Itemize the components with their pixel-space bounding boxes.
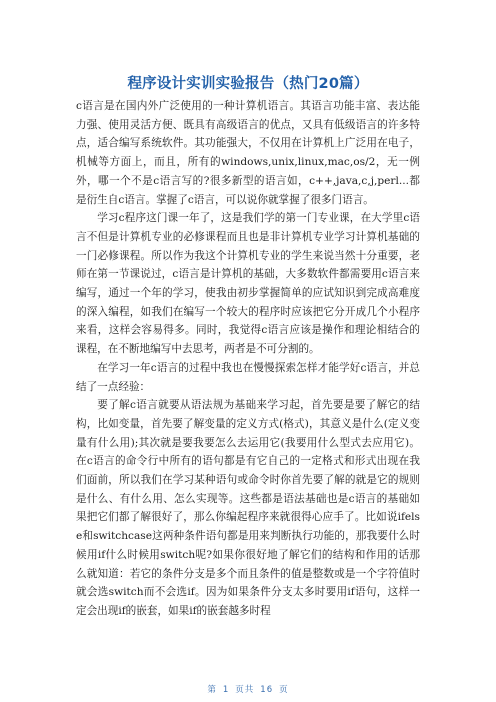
page-footer: [0, 683, 496, 695]
paragraph-experience: 在学习一年c语言的过程中我也在慢慢探索怎样才能学好c语言，并总结了一点经验：: [76, 361, 420, 393]
document-body: [76, 97, 420, 621]
footer-total-pages: 16: [260, 685, 274, 695]
footer-of-label: 页共: [235, 685, 255, 695]
footer-page-suffix: 页: [279, 685, 289, 695]
footer-page-number: 1: [222, 685, 230, 695]
paragraph-syntax: 要了解c语言就要从语法规为基础来学习起，首先要是要了解它的结构，比如变量，首先要了解变量的定义方式(格式)，其意义是什么(定义变量有什么用);其次就是要我要怎么去运用它(我要用什么型式去应用它)。在c语言的命令行中所有的语句都是有它自己的一定格式和形式出现在我们面前，所以我们在学习某种语句或命令时你首先要了解的就是它的规则是什么、有什么用、怎么实现等。这些都是语法基础也是c语言的基础如果把它们都了解很好了，那么你编起程序来就很得心应手了。比如说ifelse和switchcase这两种条件语句都是用来判断执行功能的，那我要什么时候用if什么时候用switch呢?如果你很好地了解它们的结构和作用的话那么就知道：若它的条件分支是多个而且条件的值是整数或是一个字符值时就会选switch而不会选if。因为如果条件分支太多时要用if语句，这样一定会出现if的嵌套，如果if的嵌套越多时程: [76, 399, 420, 617]
document-title: 程序设计实训实验报告（热门20篇）: [127, 76, 369, 92]
footer-page-label: 第: [207, 685, 217, 695]
paragraph-intro: c语言是在国内外广泛使用的一种计算机语言。其语言功能丰富、表达能力强、使用灵活方便、既具有高级语言的优点，又具有低级语言的许多特点，适合编写系统软件。其功能强大，不仅用在计算机上广泛用在电子，机械等方面上，而且，所有的windows,unix,linux,mac,os/2，无一例外，哪一个不是c语言写的?很多新型的语言如，c++,java,c,j,perl...都是衍生自c语言。掌握了c语言，可以说你就掌握了很多门语言。: [76, 100, 420, 206]
paragraph-course: 学习c程序这门课一年了，这是我们学的第一门专业课，在大学里c语言不但是计算机专业的必修课程而且也是非计算机专业学习计算机基础的一门必修课程。所以作为我这个计算机专业的学生来说当然十分重要，老师在第一节课说过，c语言是计算机的基础，大多数软件都需要用c语言来编写，通过一个年的学习，使我由初步掌握简单的应试知识到完成高难度的深入编程，如我们在编写一个较大的程序时应该把它分开成几个小程序来看，这样会容易得多。同时，我觉得c语言应该是操作和理论相结合的课程，在不断地编写中去思考，两者是不可分割的。: [76, 212, 420, 356]
